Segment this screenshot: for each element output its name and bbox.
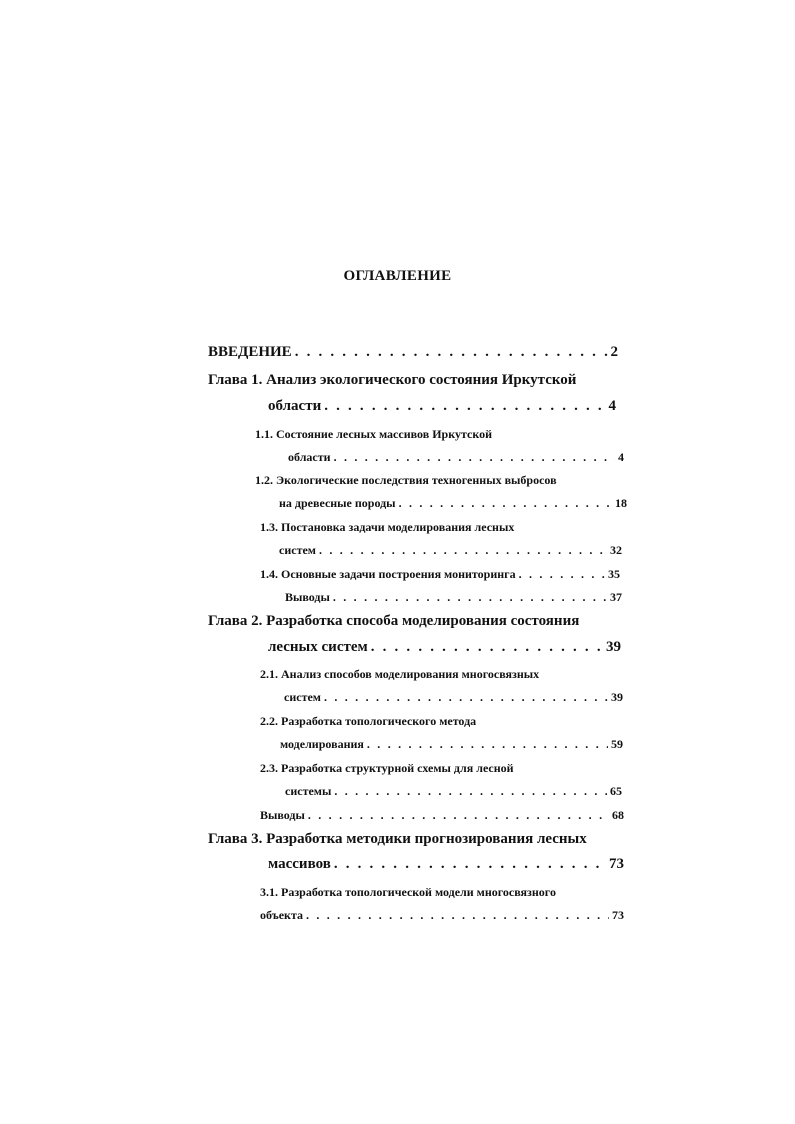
leader-dots — [324, 690, 608, 705]
leader-dots — [295, 344, 608, 361]
page-number: 68 — [612, 808, 624, 822]
toc-section-2-2: моделирования . . . 59 — [280, 737, 623, 752]
toc-chapter-2-title: Глава 2. Разработка способа моделирования состояния — [208, 613, 580, 629]
toc-section-2-2-title: 2.2. Разработка топологического метода — [260, 714, 477, 728]
leader-dots — [308, 808, 609, 823]
leader-dots — [334, 784, 607, 799]
toc-section-1-1-title: 1.1. Состояние лесных массивов Иркутской — [255, 427, 492, 441]
toc-chapter-3-title: Глава 3. Разработка методики прогнозирования лесных — [208, 831, 587, 847]
page-number: 65 — [610, 784, 622, 798]
page-number: 39 — [611, 690, 623, 704]
toc-section-2-3-title: 2.3. Разработка структурной схемы для лесной — [260, 761, 514, 775]
toc-chapter-2: лесных систем . . . 39 — [268, 639, 621, 656]
toc-section-2-1: систем . . . 39 — [284, 690, 623, 705]
toc-chapter-1: области . . . 4 — [268, 398, 616, 415]
leader-dots — [519, 567, 605, 582]
toc-section-3-1: объекта . . . 73 — [260, 908, 624, 923]
leader-dots — [324, 398, 605, 415]
leader-dots — [319, 543, 607, 558]
page-number: 73 — [612, 908, 624, 922]
toc-conclusions-2: Выводы . . . 68 — [260, 808, 624, 823]
page-number: 37 — [610, 590, 622, 604]
page-number: 18 — [615, 496, 627, 510]
leader-dots — [334, 450, 615, 465]
toc-section-1-3-title: 1.3. Постановка задачи моделирования лесных — [260, 520, 515, 534]
toc-conclusions-1: Выводы . . . 37 — [285, 590, 622, 605]
leader-dots — [371, 639, 603, 656]
toc-entry-intro: ВВЕДЕНИЕ . . . 2 — [208, 344, 618, 361]
leader-dots — [367, 737, 608, 752]
leader-dots — [399, 496, 612, 511]
page-number: 59 — [611, 737, 623, 751]
toc-section-1-3: систем . . . 32 — [279, 543, 622, 558]
toc-section-1-4: 1.4. Основные задачи построения мониторинга . . . 35 — [260, 567, 620, 582]
page-number: 39 — [606, 639, 621, 655]
page-number: 73 — [609, 856, 624, 872]
toc-section-1-2: на древесные породы . . . 18 — [279, 496, 627, 511]
toc-section-1-1: области . . . 4 — [288, 450, 624, 465]
leader-dots — [306, 908, 609, 923]
toc-section-3-1-title: 3.1. Разработка топологической модели многосвязного — [260, 885, 556, 899]
leader-dots — [334, 856, 606, 873]
leader-dots — [333, 590, 607, 605]
toc-section-2-1-title: 2.1. Анализ способов моделирования многосвязных — [260, 667, 540, 681]
toc-chapter-1-title: Глава 1. Анализ экологического состояния Иркутской — [208, 372, 577, 388]
page-number: 4 — [618, 450, 624, 464]
toc-section-2-3: системы . . . 65 — [285, 784, 622, 799]
page-number: 35 — [608, 567, 620, 581]
page-title: ОГЛАВЛЕНИЕ — [343, 268, 452, 284]
page-number: 32 — [610, 543, 622, 557]
toc-section-1-2-title: 1.2. Экологические последствия техногенных выбросов — [255, 473, 557, 487]
page-number: 4 — [608, 398, 616, 414]
page-number: 2 — [610, 344, 618, 360]
toc-chapter-3: массивов . . . 73 — [268, 856, 624, 873]
